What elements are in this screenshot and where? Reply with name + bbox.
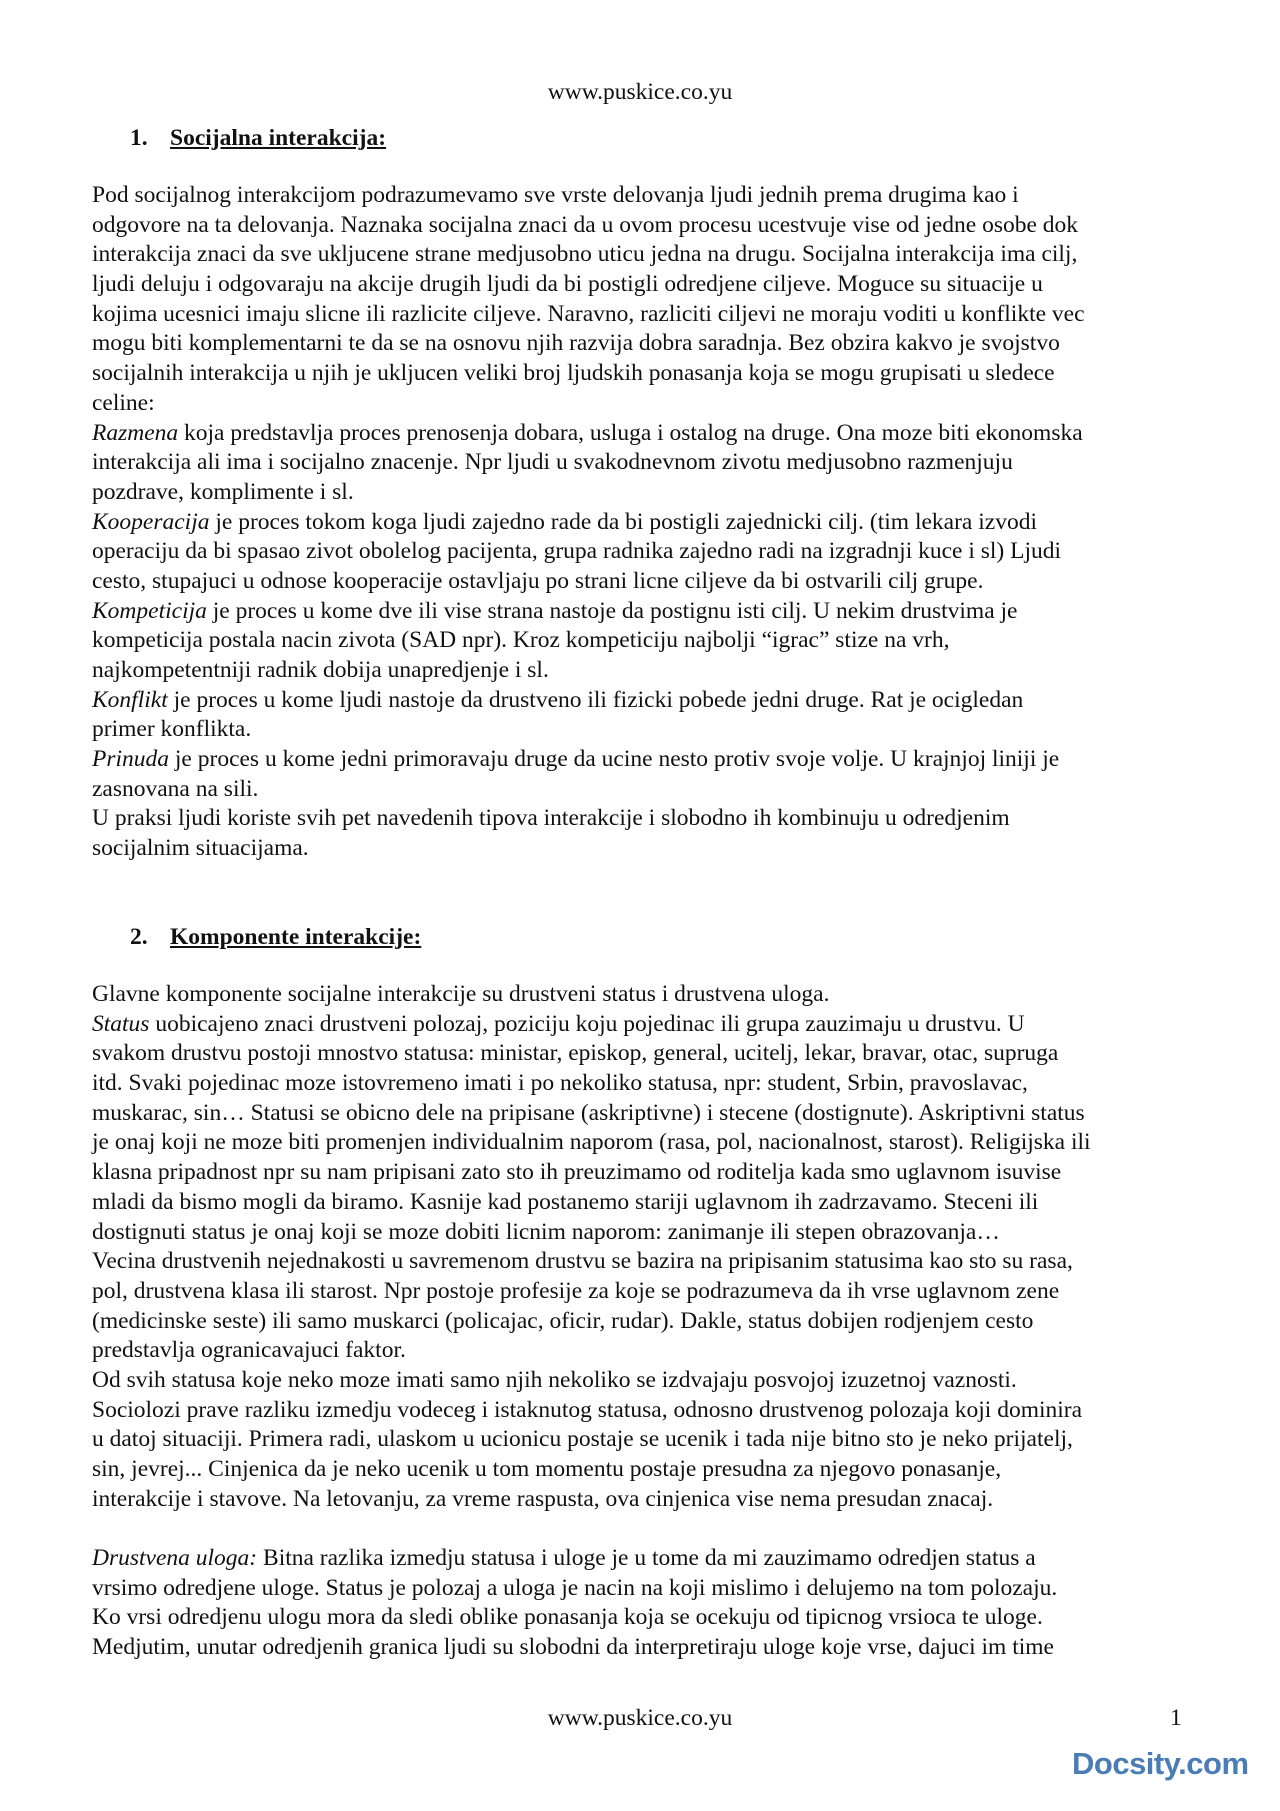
line-text: je proces tokom koga ljudi zajedno rade da bi postigli zajednicki cilj. (tim lekara izvodi bbox=[209, 508, 1037, 535]
text-line bbox=[92, 419, 1085, 449]
italic-term: Kooperacija bbox=[92, 508, 210, 535]
text-line bbox=[92, 1158, 1091, 1188]
italic-term: Kompeticija bbox=[92, 597, 207, 624]
text-line bbox=[92, 804, 1085, 834]
text-line bbox=[92, 775, 1085, 805]
text-line bbox=[92, 597, 1085, 627]
section-number: 2. bbox=[130, 924, 148, 950]
text-line bbox=[92, 1010, 1091, 1040]
text-line bbox=[92, 270, 1085, 300]
text-line bbox=[92, 1603, 1091, 1633]
text-line bbox=[92, 1128, 1091, 1158]
italic-term: Prinuda bbox=[92, 746, 170, 773]
text-line bbox=[92, 1455, 1091, 1485]
text-line bbox=[92, 1396, 1091, 1426]
line-text: interakcija znaci da sve ukljucene strane medjusobno uticu jedna na drugu. Socijalna interakcija ima cilj, bbox=[92, 241, 1078, 268]
line-text: Bitna razlika izmedju statusa i uloge je u tome da mi zauzimamo odredjen status a bbox=[257, 1545, 1036, 1572]
line-text: zasnovana na sili. bbox=[92, 775, 259, 802]
line-text: muskarac, sin… Statusi se obicno dele na pripisane (askriptivne) i stecene (dostignute). Askriptivni status bbox=[92, 1099, 1085, 1126]
line-text: mladi da bismo mogli da biramo. Kasnije kad postanemo stariji uglavnom ih zadrzavamo. Steceni ili bbox=[92, 1188, 1039, 1215]
line-text: uobicajeno znaci drustveni polozaj, poziciju koju pojedinac ili grupa zauzimaju u drustvu. U bbox=[149, 1010, 1025, 1037]
line-text: celine: bbox=[92, 389, 155, 416]
text-line bbox=[92, 1574, 1091, 1604]
line-text: je onaj koji ne moze biti promenjen individualnim naporom (rasa, pol, nacionalnost, starost). Religijska ili bbox=[92, 1129, 1091, 1156]
line-text: je proces u kome ljudi nastoje da drustveno ili fizicki pobede jedni druge. Rat je ocigledan bbox=[167, 686, 1024, 713]
text-line bbox=[92, 508, 1085, 538]
text-line bbox=[92, 626, 1085, 656]
text-line bbox=[92, 478, 1085, 508]
line-text: vrsimo odredjene uloge. Status je polozaj a uloga je nacin na koji mislimo i delujemo na tom polozaju. bbox=[92, 1574, 1058, 1601]
text-line bbox=[92, 1485, 1091, 1515]
text-line bbox=[92, 1425, 1091, 1455]
line-text: Od svih statusa koje neko moze imati samo njih nekoliko se izdvajaju posvojoj izuzetnoj vaznosti. bbox=[92, 1366, 1017, 1393]
line-text: socijalnim situacijama. bbox=[92, 835, 309, 862]
line-text: Vecina drustvenih nejednakosti u savremenom drustvu se bazira na pripisanim statusima kao sto su rasa, bbox=[92, 1248, 1073, 1275]
text-line bbox=[92, 715, 1085, 745]
text-line bbox=[92, 656, 1085, 686]
line-text: sin, jevrej... Cinjenica da je neko ucenik u tom momentu postaje presudna za njegovo ponasanje, bbox=[92, 1456, 1002, 1482]
text-line bbox=[92, 1069, 1091, 1099]
text-line bbox=[92, 359, 1085, 389]
line-text: je proces u kome jedni primoravaju druge da ucine nesto protiv svoje volje. U krajnjoj liniji je bbox=[169, 746, 1060, 773]
section-heading-1 bbox=[130, 123, 386, 153]
page-header: www.puskice.co.yu bbox=[547, 79, 733, 105]
italic-term: Razmena bbox=[92, 419, 179, 446]
line-text: dostignuti status je onaj koji se moze dobiti licnim naporom: zanimanje ili stepen obrazovanja… bbox=[92, 1218, 1000, 1245]
text-line bbox=[92, 980, 1091, 1010]
line-text: U praksi ljudi koriste svih pet navedenih tipova interakcije i slobodno ih kombinuju u odredjenim bbox=[92, 805, 1010, 832]
line-text: mogu biti komplementarni te da se na osnovu njih razvija dobra saradnja. Bez obzira kakvo je svojstvo bbox=[92, 330, 1060, 357]
line-text: Pod socijalnog interakcijom podrazumevamo sve vrste delovanja ljudi jednih prema drugima kao i bbox=[92, 182, 1019, 208]
text-line bbox=[92, 211, 1085, 241]
text-line bbox=[92, 1633, 1091, 1663]
text-line bbox=[92, 240, 1085, 270]
text-line bbox=[92, 1514, 1091, 1544]
text-line bbox=[92, 1099, 1091, 1129]
page-number: 1 bbox=[1170, 1705, 1182, 1731]
line-text: Ko vrsi odredjenu ulogu mora da sledi oblike ponasanja koja se ocekuju od tipicnog vrsioca te uloge. bbox=[92, 1604, 1043, 1631]
text-line bbox=[92, 1544, 1091, 1574]
line-text: Sociolozi prave razliku izmedju vodeceg i istaknutog statusa, odnosno drustvenog polozaja koji dominira bbox=[92, 1396, 1083, 1423]
line-text: najkompetentniji radnik dobija unapredjenje i sl. bbox=[92, 657, 549, 683]
section-number: 1. bbox=[130, 125, 148, 151]
text-line bbox=[92, 1188, 1091, 1218]
docsity-watermark: Docsity.com bbox=[1072, 1746, 1249, 1781]
text-line bbox=[92, 1277, 1091, 1307]
text-line bbox=[92, 300, 1085, 330]
text-line bbox=[92, 181, 1085, 211]
line-text: cesto, stupajuci u odnose kooperacije ostavljaju po strani licne ciljeve da bi ostvarili cilj grupe. bbox=[92, 567, 984, 594]
line-text: svakom drustvu postoji mnostvo statusa: ministar, episkop, general, ucitelj, lekar, bravar, otac, supruga bbox=[92, 1040, 1059, 1067]
line-text: kompeticija postala nacin zivota (SAD npr). Kroz kompeticiju najbolji “igrac” stize na vrh, bbox=[92, 627, 950, 654]
section-body-1 bbox=[92, 181, 1085, 864]
text-line bbox=[92, 537, 1085, 567]
line-text: ljudi deluju i odgovaraju na akcije drugih ljudi da bi postigli odredjene ciljeve. Moguce su situacije u bbox=[92, 271, 1043, 298]
line-text: interakcija ali ima i socijalno znacenje. Npr ljudi u svakodnevnom zivotu medjusobno razmenjuju bbox=[92, 449, 1013, 476]
text-line bbox=[92, 448, 1085, 478]
line-text: Glavne komponente socijalne interakcije su drustveni status i drustvena uloga. bbox=[92, 981, 830, 1007]
section-body-2 bbox=[92, 980, 1091, 1663]
text-line bbox=[92, 1307, 1091, 1337]
text-line bbox=[92, 329, 1085, 359]
text-line bbox=[92, 389, 1085, 419]
text-line bbox=[92, 745, 1085, 775]
italic-term: Drustvena uloga: bbox=[92, 1545, 258, 1572]
line-text: socijalnih interakcija u njih je ukljucen veliki broj ljudskih ponasanja koja se mogu grupisati u sledece bbox=[92, 360, 1055, 387]
text-line bbox=[92, 834, 1085, 864]
line-text: koja predstavlja proces prenosenja dobara, usluga i ostalog na druge. Ona moze biti ekonomska bbox=[178, 419, 1083, 446]
text-line bbox=[92, 567, 1085, 597]
line-text: interakcije i stavove. Na letovanju, za vreme raspusta, ova cinjenica vise nema presudan znacaj. bbox=[92, 1485, 994, 1512]
text-line bbox=[92, 1247, 1091, 1277]
line-text: operaciju da bi spasao zivot obolelog pacijenta, grupa radnika zajedno radi na izgradnji kuce i sl) Ljudi bbox=[92, 538, 1062, 565]
line-text: Medjutim, unutar odredjenih granica ljudi su slobodni da interpretiraju uloge koje vrse, dajuci im time bbox=[92, 1634, 1054, 1661]
line-text: pozdrave, komplimente i sl. bbox=[92, 478, 354, 505]
line-text: klasna pripadnost npr su nam pripisani zato sto ih preuzimamo od roditelja kada smo uglavnom isuvise bbox=[92, 1159, 1062, 1186]
section-title: Komponente interakcije: bbox=[170, 924, 422, 950]
italic-term: Konflikt bbox=[92, 686, 168, 713]
page-footer: www.puskice.co.yu bbox=[547, 1705, 733, 1731]
line-text: (medicinske seste) ili samo muskarci (policajac, oficir, rudar). Dakle, status dobijen rodjenjem cesto bbox=[92, 1307, 1034, 1334]
line-text: u datoj situaciji. Primera radi, ulaskom u ucionicu postaje se ucenik i tada nije bitno sto je neko prijatelj, bbox=[92, 1426, 1073, 1453]
section-heading-2 bbox=[130, 922, 421, 952]
text-line bbox=[92, 1366, 1091, 1396]
line-text: predstavlja ogranicavajuci faktor. bbox=[92, 1337, 406, 1364]
section-title: Socijalna interakcija: bbox=[170, 125, 387, 151]
text-line bbox=[92, 1218, 1091, 1248]
text-line bbox=[92, 1336, 1091, 1366]
italic-term: Status bbox=[92, 1010, 150, 1037]
line-text: primer konflikta. bbox=[92, 716, 252, 743]
line-text: kojima ucesnici imaju slicne ili razlicite ciljeve. Naravno, razliciti ciljevi ne moraju voditi u konflikte vec bbox=[92, 300, 1085, 327]
line-text: odgovore na ta delovanja. Naznaka socijalna znaci da u ovom procesu ucestvuje vise od jedne osobe dok bbox=[92, 211, 1079, 238]
text-line bbox=[92, 1039, 1091, 1069]
line-text: je proces u kome dve ili vise strana nastoje da postignu isti cilj. U nekim drustvima je bbox=[206, 597, 1018, 624]
line-text: itd. Svaki pojedinac moze istovremeno imati i po nekoliko statusa, npr: student, Srbin, pravoslavac, bbox=[92, 1070, 1028, 1097]
text-line bbox=[92, 686, 1085, 716]
line-text: pol, drustvena klasa ili starost. Npr postoje profesije za koje se podrazumeva da ih vrse uglavnom zene bbox=[92, 1277, 1060, 1304]
